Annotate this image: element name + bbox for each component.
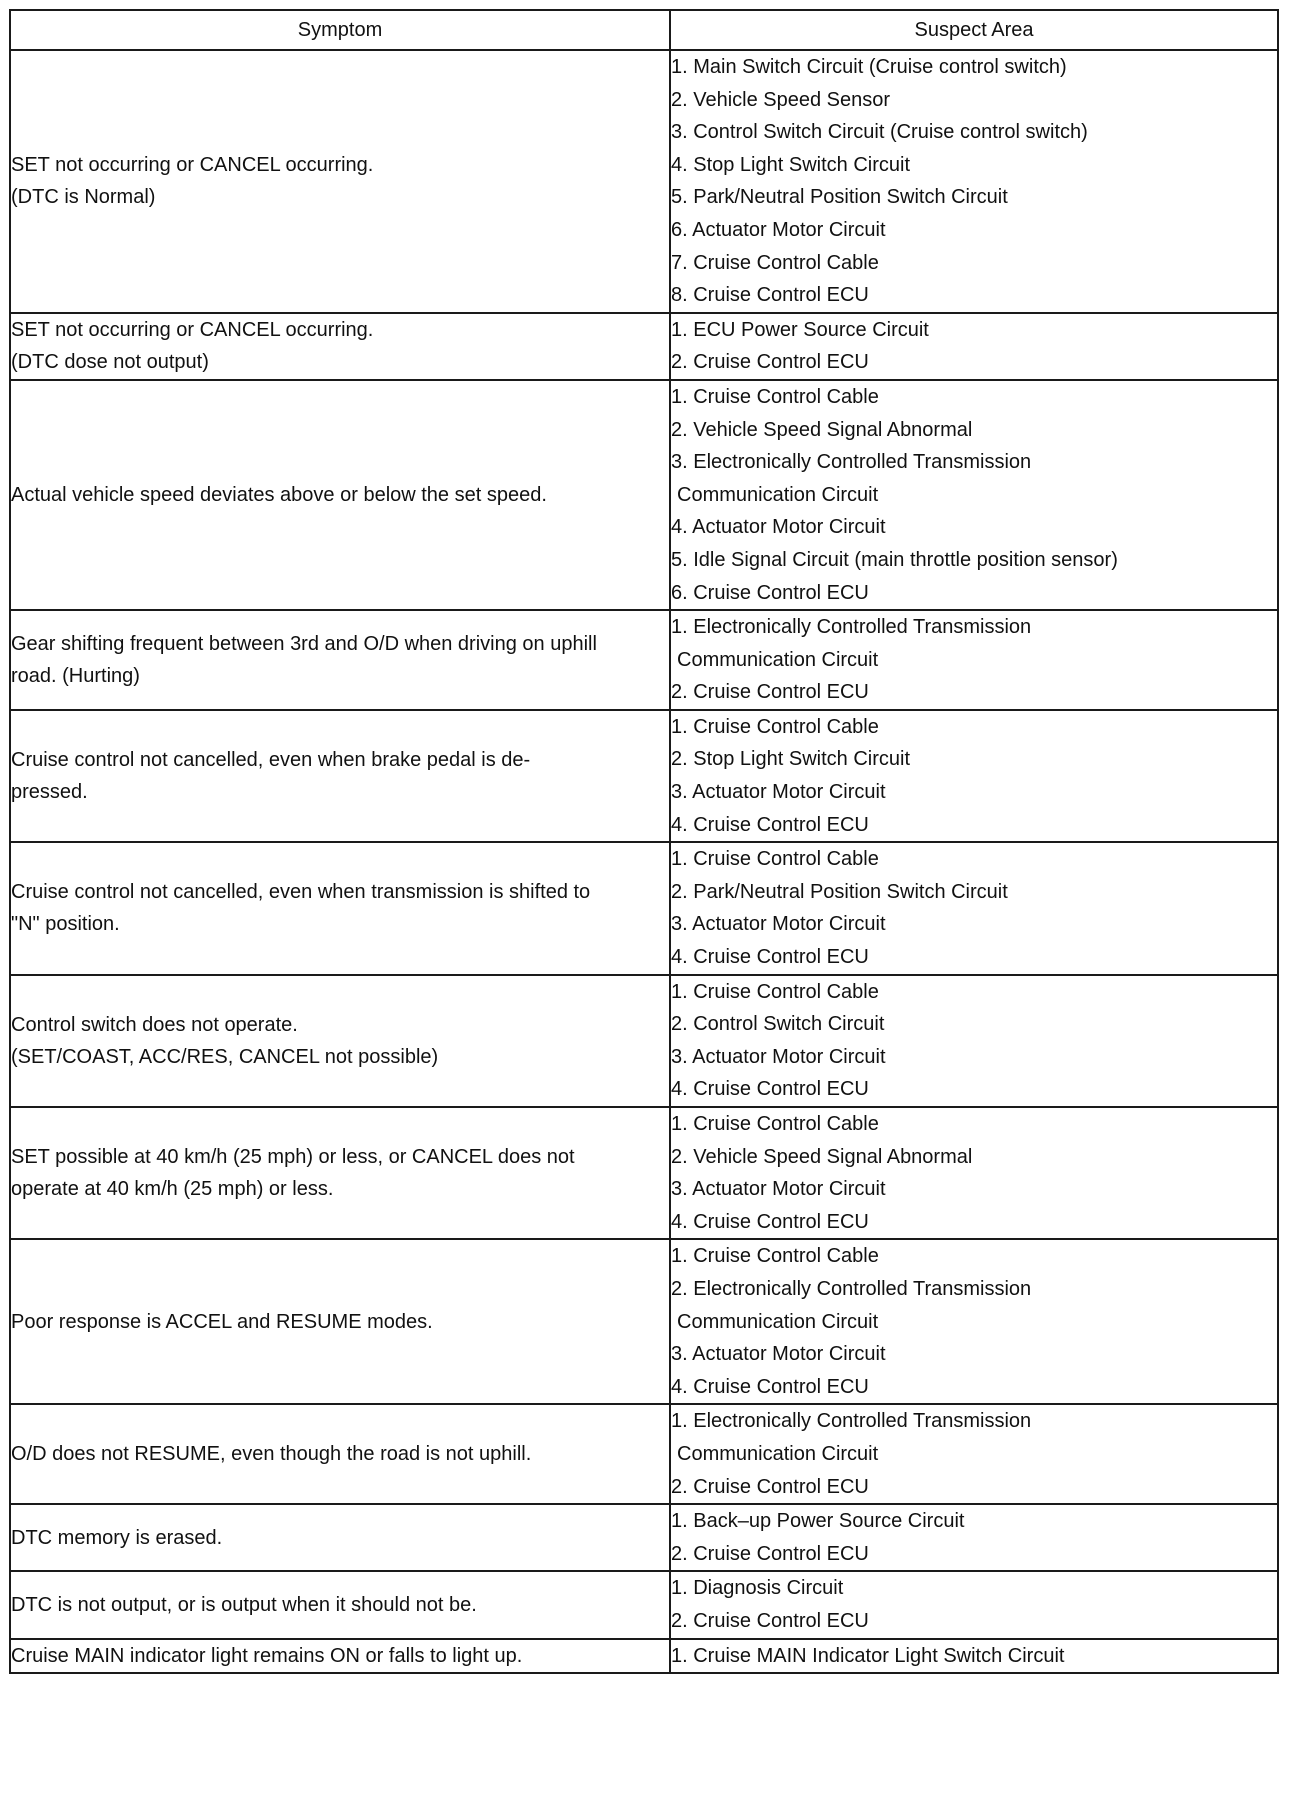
suspect-area-cell	[670, 842, 1278, 974]
suspect-area-item: 2. Vehicle Speed Sensor	[671, 88, 891, 111]
table-row	[10, 1404, 1278, 1504]
suspect-area-item: 1. Cruise Control Cable	[671, 715, 879, 738]
suspect-area-item: 6. Actuator Motor Circuit	[671, 218, 886, 241]
suspect-area-item: 2. Vehicle Speed Signal Abnormal	[671, 1145, 973, 1168]
symptom-cell	[10, 1239, 670, 1404]
suspect-area-item: 2. Electronically Controlled Transmission	[671, 1277, 1032, 1300]
suspect-area-item: 3. Actuator Motor Circuit	[671, 1178, 886, 1201]
suspect-area-item: 4. Cruise Control ECU	[671, 946, 869, 969]
symptom-cell	[10, 380, 670, 610]
table-row	[10, 313, 1278, 380]
symptom-cell	[10, 1107, 670, 1239]
table-row	[10, 1639, 1278, 1674]
suspect-area-item: 1. Electronically Controlled Transmission	[671, 616, 1032, 639]
suspect-area-item: 4. Actuator Motor Circuit	[671, 516, 886, 539]
suspect-area-item: 2. Cruise Control ECU	[671, 1542, 869, 1565]
symptom-cell	[10, 1639, 670, 1674]
symptom-text: Cruise MAIN indicator light remains ON or falls to light up.	[11, 1644, 523, 1667]
symptom-text: Cruise control not cancelled, even when brake pedal is de-	[11, 749, 531, 772]
symptom-text: (SET/COAST, ACC/RES, CANCEL not possible)	[11, 1045, 439, 1068]
suspect-area-cell	[670, 610, 1278, 710]
symptom-text: (DTC is Normal)	[11, 186, 156, 209]
symptom-text: Poor response is ACCEL and RESUME modes.	[11, 1310, 433, 1333]
suspect-area-cell	[670, 313, 1278, 380]
suspect-area-item: 4. Cruise Control ECU	[671, 1210, 869, 1233]
table-header-row	[10, 10, 1278, 50]
table-row	[10, 1571, 1278, 1638]
suspect-area-item: 4. Stop Light Switch Circuit	[671, 153, 910, 176]
suspect-area-item: 1. Cruise Control Cable	[671, 385, 879, 408]
suspect-area-item: 2. Cruise Control ECU	[671, 681, 869, 704]
symptom-text: Actual vehicle speed deviates above or below the set speed.	[11, 484, 547, 507]
suspect-area-item: 2. Vehicle Speed Signal Abnormal	[671, 418, 973, 441]
symptom-cell	[10, 710, 670, 842]
suspect-area-cell	[670, 1571, 1278, 1638]
symptom-cell	[10, 50, 670, 313]
symptom-text: Gear shifting frequent between 3rd and O/D when driving on uphill	[11, 632, 597, 655]
suspect-area-column-header: Suspect Area	[670, 10, 1278, 50]
symptom-text: (DTC dose not output)	[11, 351, 209, 374]
table-row	[10, 610, 1278, 710]
suspect-area-item: 3. Electronically Controlled Transmission	[671, 451, 1032, 474]
suspect-area-cell	[670, 50, 1278, 313]
table-row	[10, 1239, 1278, 1404]
symptom-cell	[10, 975, 670, 1107]
suspect-area-item: 2. Control Switch Circuit	[671, 1013, 885, 1036]
suspect-area-cell	[670, 1107, 1278, 1239]
suspect-area-item: 2. Cruise Control ECU	[671, 351, 869, 374]
symptom-table	[9, 9, 1279, 1674]
suspect-area-item: 1. Electronically Controlled Transmission	[671, 1410, 1032, 1433]
suspect-area-cell	[670, 710, 1278, 842]
suspect-area-item: 1. Cruise Control Cable	[671, 1245, 879, 1268]
troubleshooting-table-container	[9, 9, 1277, 1674]
suspect-area-item: 2. Stop Light Switch Circuit	[671, 748, 910, 771]
suspect-area-item: 4. Cruise Control ECU	[671, 1375, 869, 1398]
table-row	[10, 380, 1278, 610]
suspect-area-item: 1. ECU Power Source Circuit	[671, 318, 929, 341]
table-row	[10, 50, 1278, 313]
suspect-area-item: 1. Cruise MAIN Indicator Light Switch Circuit	[671, 1644, 1065, 1667]
suspect-area-cell	[670, 1639, 1278, 1674]
symptom-text: O/D does not RESUME, even though the road is not uphill.	[11, 1443, 532, 1466]
symptom-text: DTC is not output, or is output when it should not be.	[11, 1593, 477, 1616]
suspect-area-item: 5. Idle Signal Circuit (main throttle position sensor)	[671, 548, 1118, 571]
suspect-area-cell	[670, 380, 1278, 610]
symptom-cell	[10, 1404, 670, 1504]
symptom-text: DTC memory is erased.	[11, 1526, 223, 1549]
symptom-cell	[10, 610, 670, 710]
suspect-area-item: 3. Actuator Motor Circuit	[671, 1343, 886, 1366]
suspect-area-item: 8. Cruise Control ECU	[671, 284, 869, 307]
suspect-area-cell	[670, 1404, 1278, 1504]
suspect-area-item: 3. Control Switch Circuit (Cruise control switch)	[671, 121, 1088, 144]
table-row	[10, 975, 1278, 1107]
symptom-cell	[10, 1571, 670, 1638]
table-row	[10, 710, 1278, 842]
suspect-area-item: 2. Cruise Control ECU	[671, 1609, 869, 1632]
suspect-area-item: 1. Back–up Power Source Circuit	[671, 1510, 965, 1533]
suspect-area-cell	[670, 975, 1278, 1107]
suspect-area-item: 1. Cruise Control Cable	[671, 980, 879, 1003]
symptom-text: operate at 40 km/h (25 mph) or less.	[11, 1178, 334, 1201]
suspect-area-item: 3. Actuator Motor Circuit	[671, 781, 886, 804]
symptom-cell	[10, 313, 670, 380]
table-row	[10, 1504, 1278, 1571]
suspect-area-item: Communication Circuit	[677, 483, 879, 506]
suspect-area-cell	[670, 1504, 1278, 1571]
suspect-area-item: 1. Diagnosis Circuit	[671, 1577, 844, 1600]
symptom-cell	[10, 1504, 670, 1571]
suspect-area-item: 3. Actuator Motor Circuit	[671, 913, 886, 936]
symptom-column-header: Symptom	[10, 10, 670, 50]
suspect-area-item: 1. Cruise Control Cable	[671, 848, 879, 871]
suspect-area-item: Communication Circuit	[677, 1310, 879, 1333]
suspect-area-item: 1. Cruise Control Cable	[671, 1113, 879, 1135]
symptom-text: pressed.	[11, 781, 88, 804]
suspect-area-cell	[670, 1239, 1278, 1404]
table-body	[10, 50, 1278, 1673]
symptom-text: Control switch does not operate.	[11, 1013, 298, 1036]
suspect-area-item: Communication Circuit	[677, 1442, 879, 1465]
table-row	[10, 842, 1278, 974]
suspect-area-item: 4. Cruise Control ECU	[671, 1078, 869, 1101]
symptom-text: SET not occurring or CANCEL occurring.	[11, 319, 374, 342]
suspect-area-item: 7. Cruise Control Cable	[671, 251, 879, 274]
suspect-area-item: 4. Cruise Control ECU	[671, 813, 869, 836]
symptom-text: Cruise control not cancelled, even when transmission is shifted to	[11, 881, 591, 904]
symptom-text: SET possible at 40 km/h (25 mph) or less, or CANCEL does not	[11, 1146, 575, 1169]
suspect-area-item: 2. Cruise Control ECU	[671, 1475, 869, 1498]
suspect-area-item: Communication Circuit	[677, 648, 879, 671]
suspect-area-item: 6. Cruise Control ECU	[671, 581, 869, 604]
symptom-text: SET not occurring or CANCEL occurring.	[11, 154, 374, 177]
suspect-area-item: 5. Park/Neutral Position Switch Circuit	[671, 186, 1008, 209]
symptom-cell	[10, 842, 670, 974]
symptom-text: road. (Hurting)	[11, 664, 140, 687]
table-row	[10, 1107, 1278, 1239]
suspect-area-item: 2. Park/Neutral Position Switch Circuit	[671, 880, 1008, 903]
symptom-text: "N" position.	[11, 913, 120, 936]
suspect-area-item: 3. Actuator Motor Circuit	[671, 1045, 886, 1068]
suspect-area-item: 1. Main Switch Circuit (Cruise control switch)	[671, 56, 1067, 78]
